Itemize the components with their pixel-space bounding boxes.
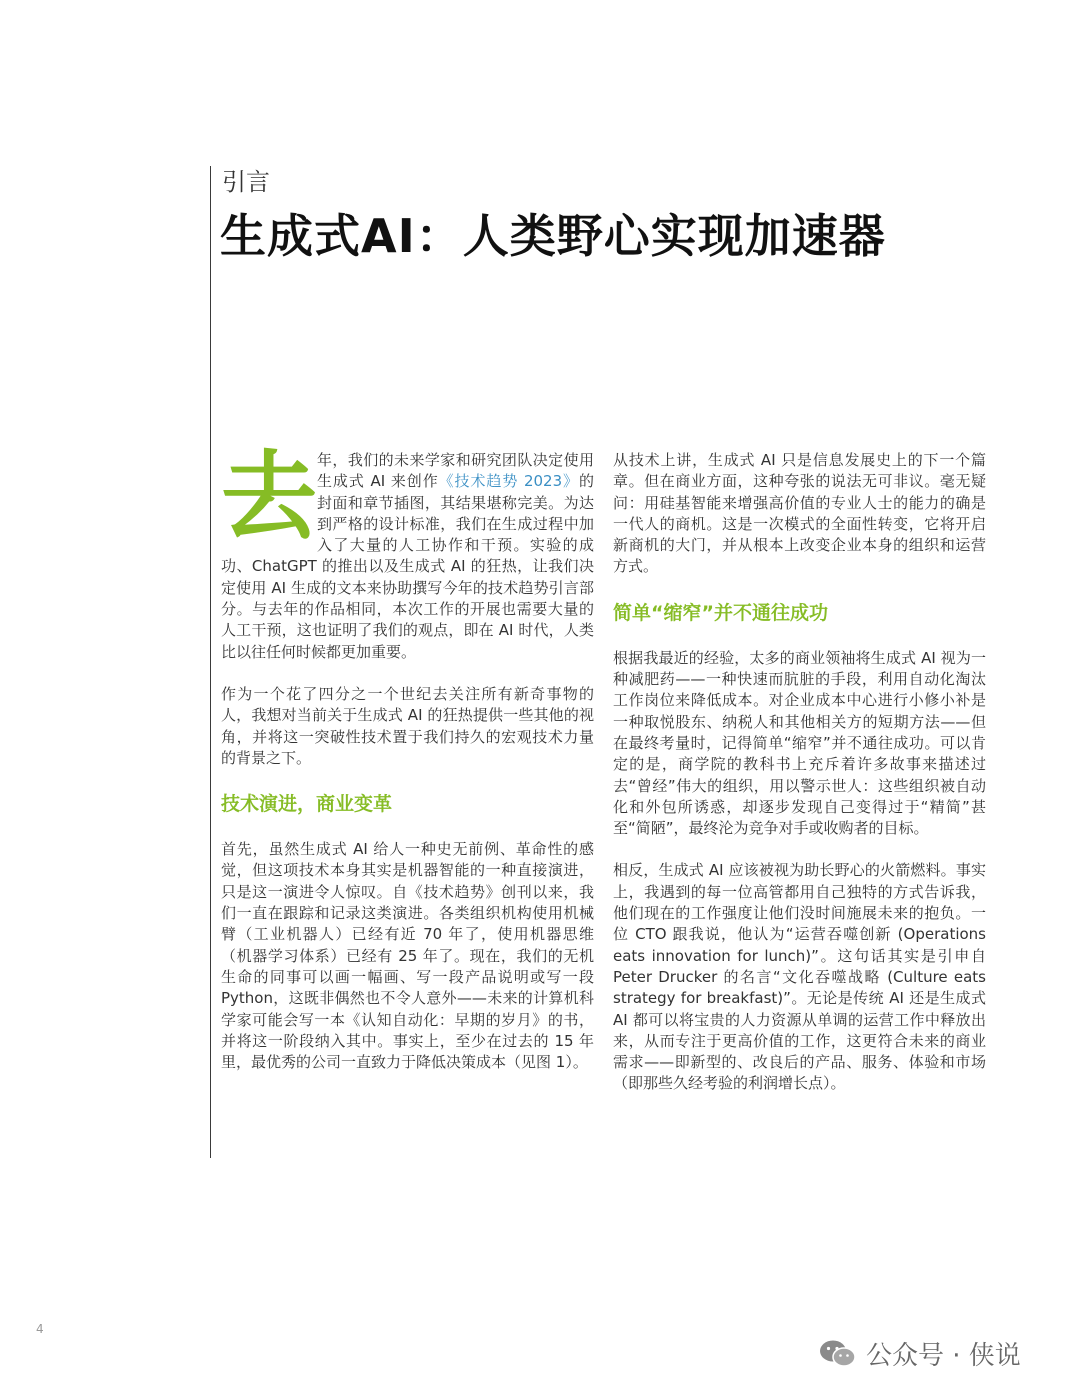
section-heading-narrowing: 简单“缩窄”并不通往成功 <box>613 601 828 624</box>
column-left <box>221 441 594 1073</box>
watermark <box>818 1335 1021 1372</box>
watermark-text: 公众号 · 侠说 <box>866 1341 1021 1371</box>
paragraph-business: 从技术上讲，生成式 AI 只是信息发展史上的下一个篇章。但在商业方面，这种夸张的说法无可非议。毫无疑问：用硅基智能来增强高价值的专业人士的能力的确是一代人的商机。这是一次模式的全面性转变，它将开启新商机的大门，并从根本上改变企业本身的组织和运营方式。 <box>613 451 986 576</box>
paragraph-rocket-fuel: 相反，生成式 AI 应该被视为助长野心的火箭燃料。事实上，我遇到的每一位高管都用自己独特的方式告诉我，他们现在的工作强度让他们没时间施展未来的抱负。一位 CTO 跟我说，他认为“运营吞噬创新 (Operations eats innovation for lunch)”。这句话其实是引申自 Peter Drucker 的名言“文化吞噬战略 (Culture eats strategy for breakfast)”。无论是传统 AI 还是生成式 AI 都可以将宝贵的人力资源从单调的运营工作中释放出来，从而专注于更高价值的工作，这更符合未来的商业需求——即新型的、改良后的产品、服务、体验和市场（即那些久经考验的利润增长点）。 <box>613 861 986 1093</box>
paragraph-diet-pill: 根据我最近的经验，太多的商业领袖将生成式 AI 视为一种减肥药——一种快速而肮脏的手段，利用自动化淘汰工作岗位来降低成本。对企业成本中心进行小修小补是一种取悦股东、纳税人和其他相关方的短期方法——但在最终考量时，记得简单“缩窄”并不通往成功。可以肯定的是，商学院的教科书上充斥着许多故事来描述过去“曾经”伟大的组织，用以警示世人：这些组织被自动化和外包所诱惑，却逐步发现自己变得过于“精简”甚至“简陋”，最终沦为竞争对手或收购者的目标。 <box>613 648 986 838</box>
section-kicker: 引言 <box>222 168 270 196</box>
paragraph-evolution: 首先，虽然生成式 AI 给人一种史无前例、革命性的感觉，但这项技术本身其实是机器智能的一种直接演进，只是这一演进令人惊叹。自《技术趋势》创刊以来，我们一直在跟踪和记录这类演进。各类组织机构使用机械臂（工业机器人）已经有近 70 年了，使用机器思维（机器学习体系）已经有 25 年了。现在，我们的无机生命的同事可以画一幅画、写一段产品说明或写一段 Python，这既非偶然也不令人意外——未来的计算机科学家可能会写一本《认知自动化：早期的岁月》的书，并将这一阶段纳入其中。事实上，至少在过去的 15 年里，最优秀的公司一直致力于降低决策成本（见图 1）。 <box>221 840 594 1072</box>
section-heading-evolution: 技术演进，商业变革 <box>221 793 393 816</box>
column-right <box>613 450 986 1095</box>
drop-cap: 去 <box>221 441 317 553</box>
vertical-rule <box>210 166 211 1158</box>
page-title: 生成式AI：人类野心实现加速器 <box>220 209 886 263</box>
wechat-icon <box>818 1338 858 1370</box>
paragraph-perspective: 作为一个花了四分之一个世纪去关注所有新奇事物的人，我想对当前关于生成式 AI 的狂热提供一些其他的视角，并将这一突破性技术置于我们持久的宏观技术力量的背景之下。 <box>221 684 594 767</box>
page-number: 4 <box>36 1322 44 1336</box>
intro-paragraph: 去年，我们的未来学家和研究团队决定使用生成式 AI 来创作《技术趋势 2023》的封面和章节插图，其结果堪称完美。为达到严格的设计标准，我们在生成过程中加入了大量的人工协作和干预。实验的成功、ChatGPT 的推出以及生成式 AI 的狂热，让我们决定使用 AI 生成的文本来协助撰写今年的技术趋势引言部分。与去年的作品相同，本次工作的开展也需要大量的人工干预，这也证明了我们的观点，即在 AI 时代，人类比以往任何时候都更加重要。 <box>221 441 594 661</box>
tech-trends-link[interactable]: 《技术趋势 2023》 <box>438 472 579 491</box>
